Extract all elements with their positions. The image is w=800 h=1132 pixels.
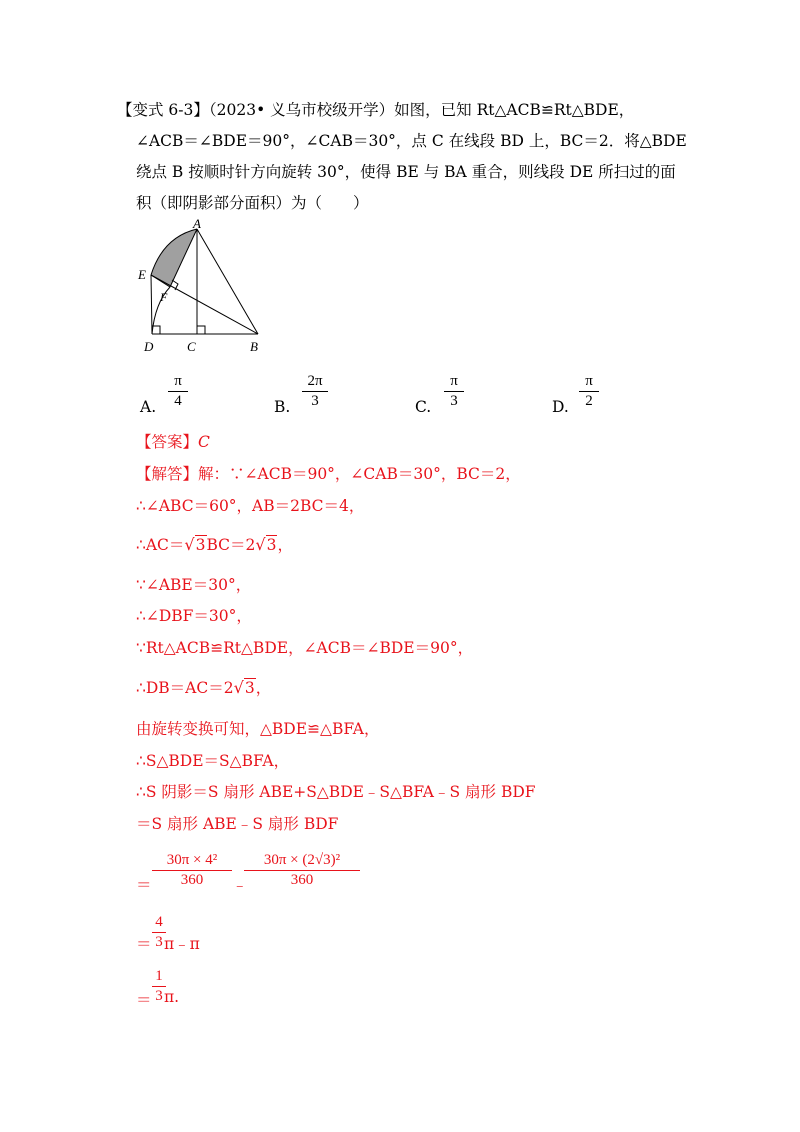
solution-line-1: 【解答】解：∵∠ACB＝90°，∠CAB＝30°，BC＝2， bbox=[136, 465, 521, 483]
question-line-4: 积（即阴影部分面积）为（ ） bbox=[136, 194, 369, 212]
option-b-letter: B. bbox=[274, 398, 291, 416]
solution-fraction-2: 30π × (2√3)² 360 bbox=[244, 852, 360, 889]
solution-line-11: ＝S 扇形 ABE﹣S 扇形 BDF bbox=[136, 815, 339, 833]
question-line-1 bbox=[117, 95, 634, 126]
solution-minus: ﹣ bbox=[232, 876, 248, 894]
solution-line-5: ∴∠DBF＝30°， bbox=[136, 607, 252, 625]
label-F: F bbox=[160, 290, 168, 304]
label-E: E bbox=[138, 267, 146, 282]
solution-line-2: ∴∠ABC＝60°，AB＝2BC＝4， bbox=[136, 497, 365, 515]
solution-fraction-3: 4 3 bbox=[152, 914, 166, 951]
solution-line-13: π﹣π bbox=[164, 935, 200, 953]
option-c[interactable] bbox=[415, 398, 431, 416]
label-C: C bbox=[187, 339, 196, 354]
solution-line-3: ∴AC＝√3BC＝2√3， bbox=[136, 535, 293, 554]
solution-eq-2: ＝ bbox=[136, 935, 152, 953]
option-d-letter: D. bbox=[552, 398, 569, 416]
solution-line-9: ∴S△BDE＝S△BFA， bbox=[136, 752, 290, 770]
option-d[interactable] bbox=[552, 398, 569, 416]
solution-label: 【解答】 bbox=[136, 465, 199, 483]
option-a-fraction: π 4 bbox=[168, 373, 188, 410]
answer-label: 【答案】 bbox=[136, 433, 199, 451]
solution-eq-1: ＝ bbox=[136, 876, 152, 894]
answer-line bbox=[136, 430, 210, 452]
question-line-3: 绕点 B 按顺时针方向旋转 30°，使得 BE 与 BA 重合，则线段 DE 所扫过的面 bbox=[136, 163, 676, 181]
solution-line-6: ∵Rt△ACB≌Rt△BDE，∠ACB＝∠BDE＝90°， bbox=[136, 639, 474, 657]
question-line-2: ∠ACB＝∠BDE＝90°，∠CAB＝30°，点 C 在线段 BD 上，BC＝2．将△BDE bbox=[136, 132, 687, 150]
solution-line-7: ∴DB＝AC＝2√3， bbox=[136, 678, 272, 697]
solution-line-10: ∴S 阴影＝S 扇形 ABE+S△BDE﹣S△BFA﹣S 扇形 BDF bbox=[136, 783, 536, 801]
option-c-fraction: π 3 bbox=[444, 373, 464, 410]
option-b[interactable] bbox=[274, 398, 290, 416]
option-a[interactable] bbox=[140, 398, 156, 416]
solution-line-14: π. bbox=[164, 988, 180, 1006]
question-source: （2023• 义乌市校级开学） bbox=[208, 101, 395, 119]
question-tag: 【变式 6-3】 bbox=[117, 101, 209, 119]
solution-line-8: 由旋转变换可知，△BDE≌△BFA， bbox=[136, 720, 380, 738]
solution-fraction-1: 30π × 4² 360 bbox=[152, 852, 232, 889]
option-a-letter: A. bbox=[140, 398, 157, 416]
solution-eq-3: ＝ bbox=[136, 991, 152, 1009]
solution-line-4: ∵∠ABE＝30°， bbox=[136, 576, 252, 594]
solution-fraction-4: 1 3 bbox=[152, 968, 166, 1005]
option-d-fraction: π 2 bbox=[579, 373, 599, 410]
label-A: A bbox=[193, 216, 201, 231]
label-D: D bbox=[144, 339, 154, 354]
option-b-fraction: 2π 3 bbox=[302, 373, 328, 410]
answer-value: C bbox=[198, 433, 210, 451]
geometry-figure bbox=[135, 215, 275, 360]
option-c-letter: C. bbox=[415, 398, 432, 416]
question-text-1: 如图，已知 Rt△ACB≌Rt△BDE， bbox=[394, 101, 635, 119]
label-B: B bbox=[250, 339, 258, 354]
